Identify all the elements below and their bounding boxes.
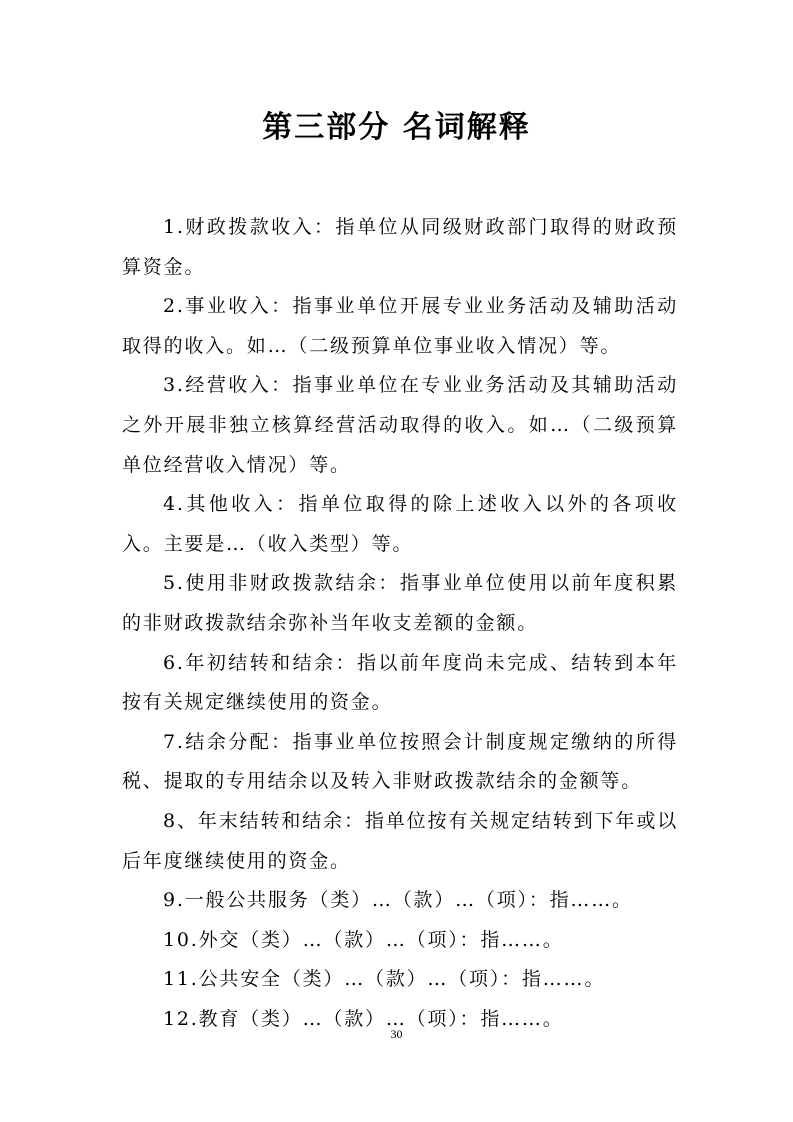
term-list — [122, 208, 678, 1039]
term-other-income: 4.其他收入：指单位取得的除上述收入以外的各项收入。主要是…（收入类型）等。 — [122, 493, 678, 555]
term-general-public-services: 9.一般公共服务（类）…（款）…（项）：指……。 — [163, 889, 633, 912]
term-use-of-non-appropriation-surplus: 5.使用非财政拨款结余：指事业单位使用以前年度积累的非财政拨款结余弥补当年收支差额的金额。 — [122, 572, 678, 634]
term-closing-carryover-and-surplus: 8、年末结转和结余：指单位按有关规定结转到下年或以后年度继续使用的资金。 — [122, 809, 678, 872]
term-foreign-affairs: 10.外交（类）…（款）…（项）：指……。 — [163, 928, 564, 951]
term-business-income: 2.事业收入：指事业单位开展专业业务活动及辅助活动取得的收入。如…（二级预算单位事业收入情况）等。 — [122, 295, 678, 357]
page-number: 30 — [390, 1027, 403, 1041]
term-public-security: 11.公共安全（类）…（款）…（项）：指……。 — [163, 968, 606, 991]
term-financial-appropriation-income: 1.财政拨款收入：指单位从同级财政部门取得的财政预算资金。 — [122, 216, 678, 278]
term-surplus-distribution: 7.结余分配：指事业单位按照会计制度规定缴纳的所得税、提取的专用结余以及转入非财政拨款结余的金额等。 — [122, 730, 678, 793]
term-education: 12.教育（类）…（款）…（项）：指……。 — [163, 1007, 564, 1030]
page-title: 第三部分 名词解释 — [262, 110, 531, 145]
term-operating-income: 3.经营收入：指事业单位在专业业务活动及其辅助活动之外开展非独立核算经营活动取得的收入。如…（二级预算单位经营收入情况）等。 — [122, 374, 678, 476]
term-opening-carryover-and-surplus: 6.年初结转和结余：指以前年度尚未完成、结转到本年按有关规定继续使用的资金。 — [122, 651, 678, 714]
